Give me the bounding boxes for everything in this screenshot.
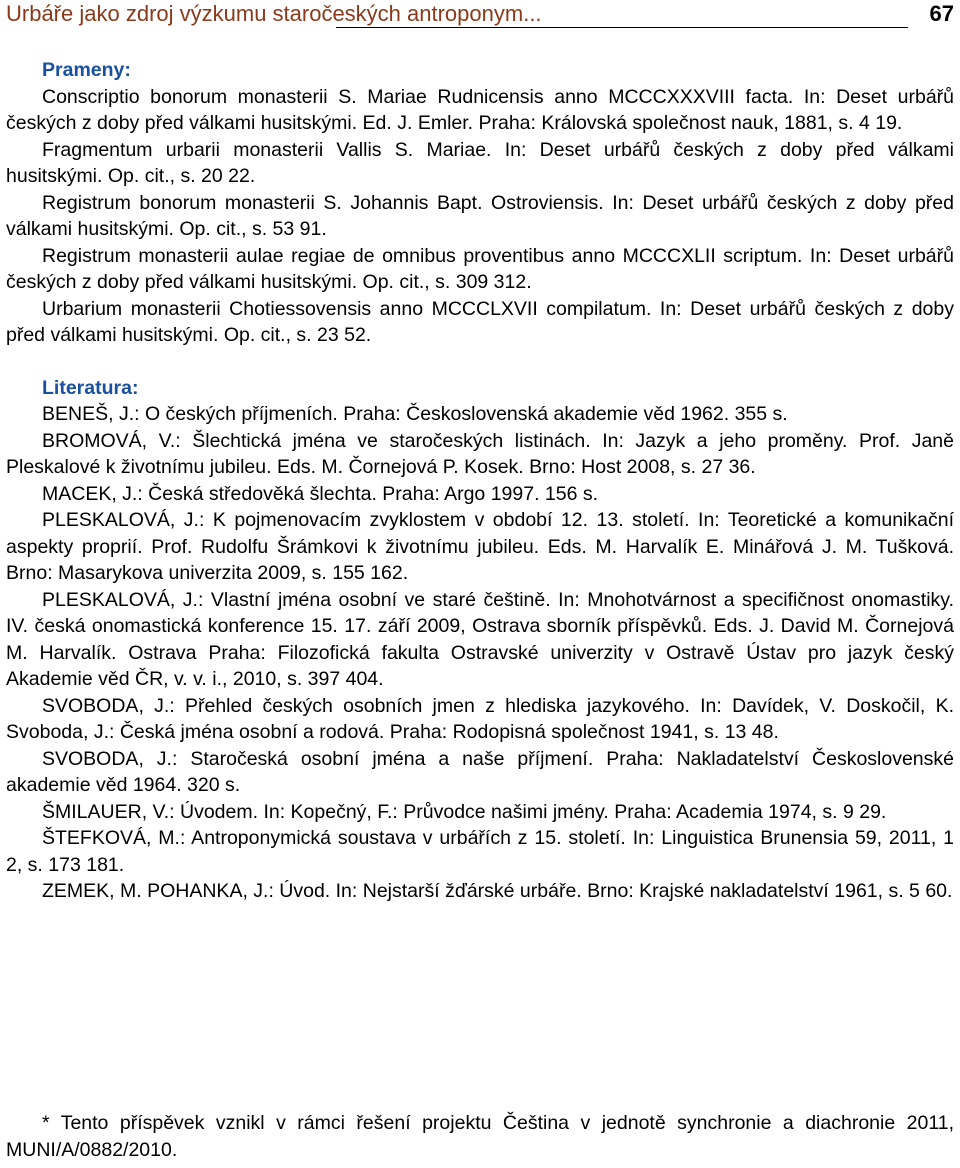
- literature-entry: BENEŠ, J.: O českých příjmeních. Praha: Československá akademie věd 1962. 355 s.: [42, 403, 788, 425]
- literature-entry: SVOBODA, J.: Přehled českých osobních jmen z hlediska jazykového. In: Davídek, V. Doskočil, K. Svoboda, J.: Česká jména osobní a rodová. Praha: Rodopisná společnost 1941, s. 13 48.: [6, 694, 954, 743]
- page-header: [6, 0, 954, 32]
- literature-heading: Literatura:: [42, 376, 139, 399]
- source-entry: Urbarium monasterii Chotiessovensis anno MCCCLXVII compilatum. In: Deset urbářů českých z doby před válkami husitskými. Op. cit., s. 23 52.: [6, 297, 954, 346]
- literature-entry: ZEMEK, M. POHANKA, J.: Úvod. In: Nejstarší žďárské urbáře. Brno: Krajské nakladatelství 1961, s. 5 60.: [42, 880, 953, 902]
- section-spacer: [6, 349, 954, 375]
- literature-entry: ŠTEFKOVÁ, M.: Antroponymická soustava v urbářích z 15. století. In: Linguistica Brunensia 59, 2011, 1 2, s. 173 181.: [6, 827, 954, 876]
- source-entry: Registrum monasterii aulae regiae de omnibus proventibus anno MCCCXLII scriptum. In: Deset urbářů českých z doby před válkami husitskými. Op. cit., s. 309 312.: [6, 244, 954, 293]
- source-entry: Registrum bonorum monasterii S. Johannis Bapt. Ostroviensis. In: Deset urbářů českých z doby před válkami husitskými. Op. cit., s. 53 91.: [6, 191, 954, 240]
- source-entry: Conscriptio bonorum monasterii S. Mariae Rudnicensis anno MCCCXXXVIII facta. In: Deset urbářů českých z doby před válkami husitskými. Ed. J. Emler. Praha: Královská společnost nauk, 1881, s. 4 19.: [6, 85, 954, 134]
- literature-entry: PLESKALOVÁ, J.: K pojmenovacím zvyklostem v období 12. 13. století. In: Teoretické a komunikační aspekty proprií. Prof. Rudolfu Šrámkovi k životnímu jubileu. Eds. M. Harvalík E. Minářová J. M. Tušková. Brno: Masarykova univerzita 2009, s. 155 162.: [6, 509, 954, 584]
- running-title: Urbáře jako zdroj výzkumu staročeských antroponym...: [6, 1, 542, 26]
- sources-heading: Prameny:: [42, 59, 131, 81]
- footnote: * Tento příspěvek vznikl v rámci řešení projektu Čeština v jednotě synchronie a diachronie 2011, MUNI/A/0882/2010.: [6, 1112, 954, 1161]
- literature-entry: MACEK, J.: Česká středověká šlechta. Praha: Argo 1997. 156 s.: [42, 482, 599, 505]
- literature-entry: PLESKALOVÁ, J.: Vlastní jména osobní ve staré češtině. In: Mnohotvárnost a specifičnost onomastiky. IV. česká onomastická konference 15. 17. září 2009, Ostrava sborník příspěvků. Eds. J. David M. Čornejová M. Harvalík. Ostrava Praha: Filozofická fakulta Ostravské univerzity v Ostravě Ústav pro jazyk český Akademie věd ČR, v. v. i., 2010, s. 397 404.: [6, 588, 954, 690]
- source-entry: Fragmentum urbarii monasterii Vallis S. Mariae. In: Deset urbářů českých z doby před válkami husitskými. Op. cit., s. 20 22.: [6, 138, 954, 187]
- header-rule: [336, 27, 908, 28]
- main-content: [6, 57, 954, 905]
- literature-entry: SVOBODA, J.: Staročeská osobní jména a naše příjmení. Praha: Nakladatelství Československé akademie věd 1964. 320 s.: [6, 747, 954, 796]
- literature-entry: ŠMILAUER, V.: Úvodem. In: Kopečný, F.: Průvodce našimi jmény. Praha: Academia 1974, s. 9 29.: [42, 800, 887, 823]
- literature-entry: BROMOVÁ, V.: Šlechtická jména ve staročeských listinách. In: Jazyk a jeho proměny. Prof. Janě Pleskalové k životnímu jubileu. Eds. M. Čornejová P. Kosek. Brno: Host 2008, s. 27 36.: [6, 429, 954, 478]
- page-number: 67: [929, 1, 954, 26]
